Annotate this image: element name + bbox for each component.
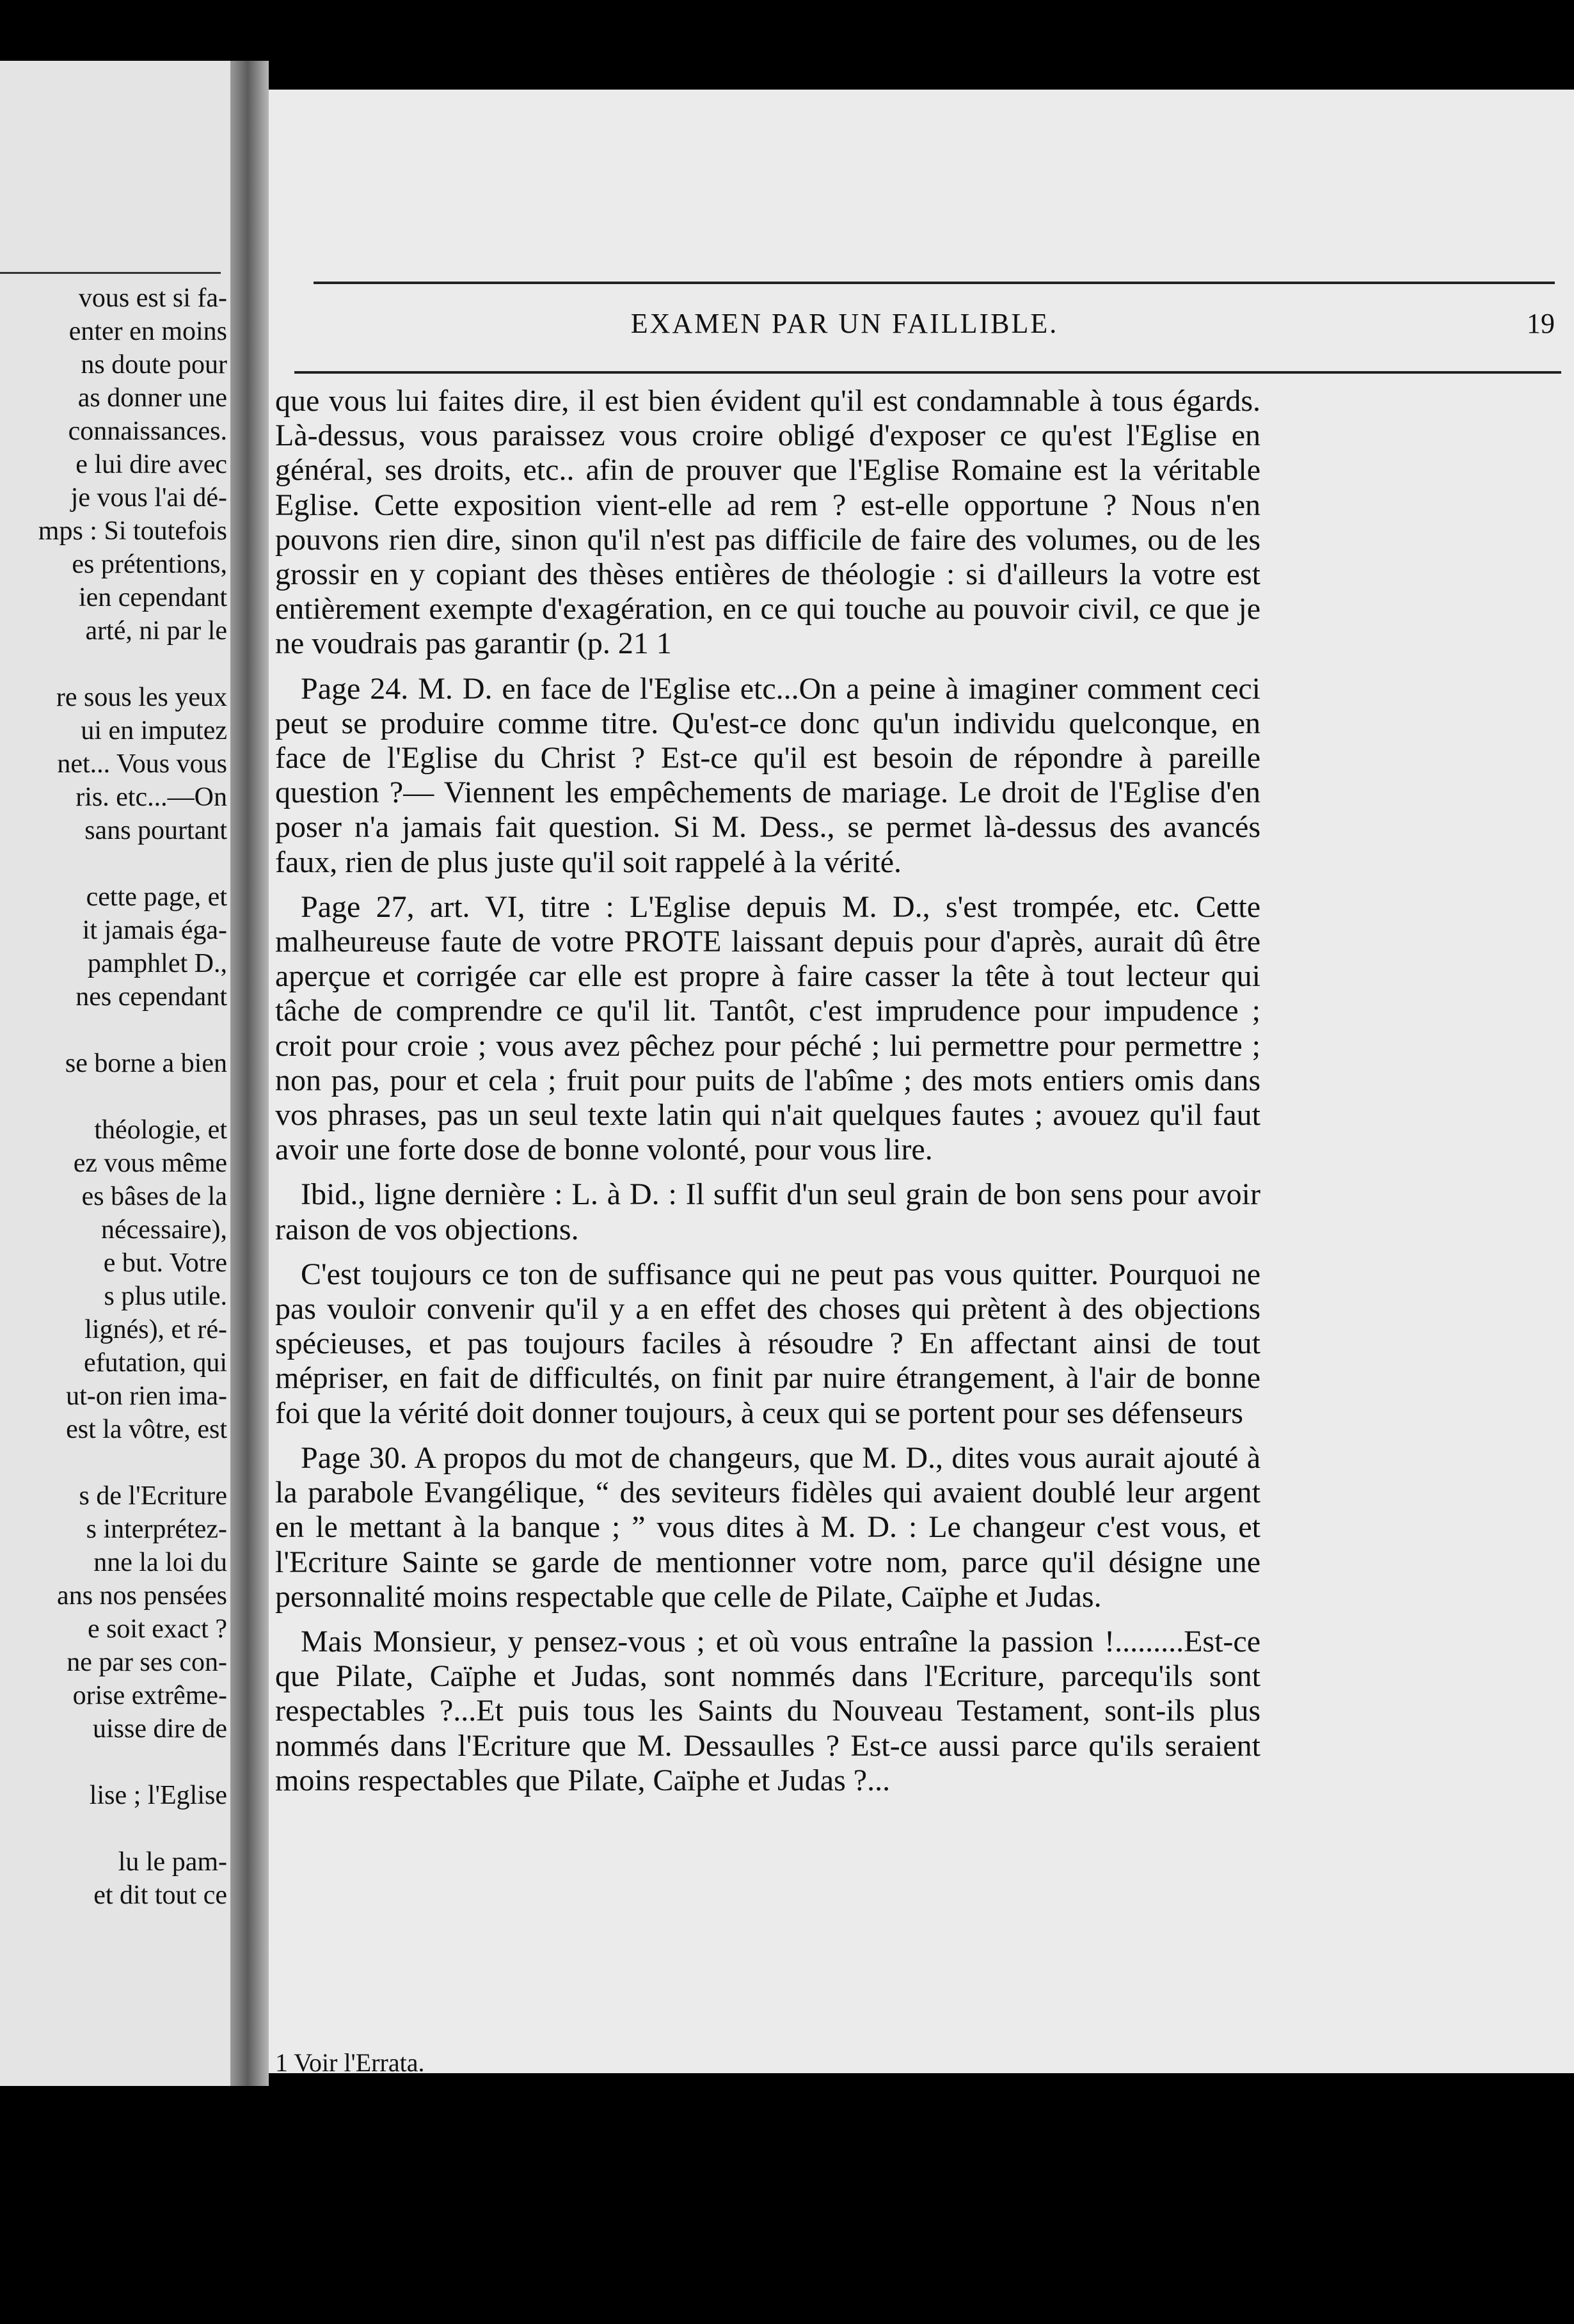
right-page [269, 90, 1574, 2077]
book-gutter [230, 61, 269, 2086]
left-page-line: e lui dire avec [76, 450, 227, 479]
left-page-line: se borne a bien [65, 1049, 227, 1078]
left-page-line: re sous les yeux [56, 683, 227, 712]
body-text [275, 384, 1260, 1798]
left-page-line: et dit tout ce [93, 1881, 227, 1910]
left-page-line: lignés), et ré- [84, 1315, 227, 1344]
left-page-line [6, 1080, 227, 1113]
left-page-header-rule [0, 272, 221, 274]
paragraph-1: que vous lui faites dire, il est bien évident qu'il est condamnable à tous égards. Là-dessus, vous paraissez vous croire obligé d'exposer ce qu'est l'Eglise en général, ses droits, etc.. afin de prouver que l'Eglise Romaine est la véritable Eglise. Cette exposition vient-elle ad rem ? est-elle opportune ? Nous n'en pouvons rien dire, sinon qu'il n'est pas difficile de faire des volumes, ou de les grossir en y copiant des thèses entières de théologie : si d'ailleurs la votre est entièrement exempte d'exagération, en ce qui touche au pouvoir civil, ce que je ne voudrais pas garantir (p. 21 1 [275, 384, 1260, 661]
paragraph-7: Mais Monsieur, y pensez-vous ; et où vous entraîne la passion !.........Est-ce que Pilate, Caïphe et Judas, sont nommés dans l'Ecriture, parcequ'ils sont respectables ?...Et puis tous les Saints du Nouveau Testament, sont-ils plus nommés dans l'Ecriture que M. Dessaulles ? Est-ce aussi parce qu'ils seraient moins respectables que Pilate, Caïphe et Judas ?... [275, 1624, 1260, 1797]
left-page-line: nécessaire), [100, 1215, 227, 1245]
left-facing-page [0, 61, 230, 2086]
left-page-line: vous est si fa- [78, 283, 227, 313]
left-page-line: ui en imputez [81, 716, 227, 745]
paragraph-5: C'est toujours ce ton de suffisance qui ne peut pas vous quitter. Pourquoi ne pas vouloir convenir qu'il y a en effet des choses qui prètent à des objections spécieuses, et pas toujours faciles à résoudre ? En affectant ainsi de tout mépriser, en fait de difficultés, on finit par nuire étrangement, à l'air de bonne foi que la vérité doit donner toujours, à ceux qui se portent pour ses défenseurs [275, 1257, 1260, 1430]
left-page-line: ez vous même [73, 1149, 227, 1178]
left-page-line: s plus utile. [104, 1282, 227, 1311]
left-page-line: net... Vous vous [57, 749, 227, 779]
left-page-line: ans nos pensées [57, 1581, 227, 1611]
left-page-line: ien cependant [78, 583, 227, 612]
left-page-line: théologie, et [94, 1115, 227, 1145]
left-page-text [6, 282, 227, 1912]
header-rule-bottom [294, 371, 1561, 374]
left-page-line: uisse dire de [93, 1714, 227, 1744]
left-page-line: connaissances. [68, 417, 227, 446]
left-page-line: ne par ses con- [67, 1648, 227, 1677]
left-page-line: lise ; l'Eglise [89, 1781, 227, 1810]
left-page-line [6, 847, 227, 880]
left-page-line: efutation, qui [84, 1348, 227, 1378]
left-page-line: arté, ni par le [85, 616, 227, 646]
left-page-line: ns doute pour [81, 350, 227, 379]
left-page-line: es prétentions, [72, 550, 227, 579]
left-page-line: s de l'Ecriture [79, 1481, 227, 1511]
left-page-line: orise extrême- [72, 1681, 227, 1710]
left-page-line: s interprétez- [86, 1515, 227, 1544]
paragraph-2: Page 24. M. D. en face de l'Eglise etc...On a peine à imaginer comment ceci peut se produire comme titre. Qu'est-ce donc qu'un individu quelconque, en face de l'Eglise du Christ ? Est-ce qu'il est besoin de répondre à pareille question ?— Viennent les empêchements de mariage. Le droit de l'Eglise d'en poser n'a jamais fait question. Si M. Dess., se permet là-dessus des avancés faux, rien de plus juste qu'il soit rappelé à la vérité. [275, 671, 1260, 879]
left-page-line: es bâses de la [81, 1182, 227, 1211]
left-page-line [6, 1746, 227, 1779]
left-page-line: mps : Si toutefois [38, 516, 227, 546]
left-page-line: nne la loi du [93, 1548, 227, 1577]
footnote: 1 Voir l'Errata. [275, 2048, 425, 2077]
left-page-line: it jamais éga- [82, 916, 227, 945]
left-page-line: je vous l'ai dé- [70, 483, 227, 513]
left-page-line: est la vôtre, est [66, 1415, 227, 1444]
left-page-line: enter en moins [68, 317, 227, 346]
left-page-line [6, 648, 227, 681]
running-head: EXAMEN PAR UN FAILLIBLE. [630, 308, 1059, 339]
left-page-line: ut-on rien ima- [66, 1381, 227, 1411]
page-number: 19 [1527, 308, 1555, 339]
left-page-line: e but. Votre [103, 1248, 227, 1278]
left-page-line: ris. etc...—On [76, 783, 227, 812]
left-page-line: e soit exact ? [87, 1614, 227, 1644]
paragraph-4: Ibid., ligne dernière : L. à D. : Il suffit d'un seul grain de bon sens pour avoir raison de vos objections. [275, 1177, 1260, 1246]
left-page-line: as donner une [77, 383, 227, 413]
left-page-line [6, 1812, 227, 1845]
paragraph-3: Page 27, art. VI, titre : L'Eglise depuis M. D., s'est trompée, etc. Cette malheureuse faute de votre PROTE laissant depuis pour d'après, aurait dû être aperçue et corrigée car elle est propre à faire casser la tête à tout lecteur qui tâche de comprendre ce qu'il lit. Tantôt, c'est imprudence pour impudence ; croit pour croie ; vous avez pêchez pour péché ; lui permettre pour permettre ; non pas, pour et cela ; fruit pour puits de l'abîme ; des mots entiers omis dans vos phrases, pas un seul texte latin qui n'ait quelques fautes ; avouez qu'il faut avoir une forte dose de bonne volonté, pour vous lire. [275, 889, 1260, 1167]
left-page-line: lu le pam- [118, 1847, 227, 1877]
header-rule-top [314, 282, 1555, 284]
left-page-line: pamphlet D., [87, 949, 227, 978]
left-page-line: sans pourtant [84, 816, 227, 845]
left-page-line [6, 1446, 227, 1479]
left-page-line: nes cependant [76, 982, 227, 1012]
left-page-line: cette page, et [86, 882, 227, 912]
paragraph-6: Page 30. A propos du mot de changeurs, que M. D., dites vous aurait ajouté à la parabole Evangélique, “ des seviteurs fidèles qui avaient doublé leur argent en le mettant à la banque ; ” vous dites à M. D. : Le changeur c'est vous, et l'Ecriture Sainte se garde de mentionner votre nom, parce qu'il désigne une personnalité moins respectable que celle de Pilate, Caïphe et Judas. [275, 1440, 1260, 1614]
left-page-line [6, 1014, 227, 1047]
